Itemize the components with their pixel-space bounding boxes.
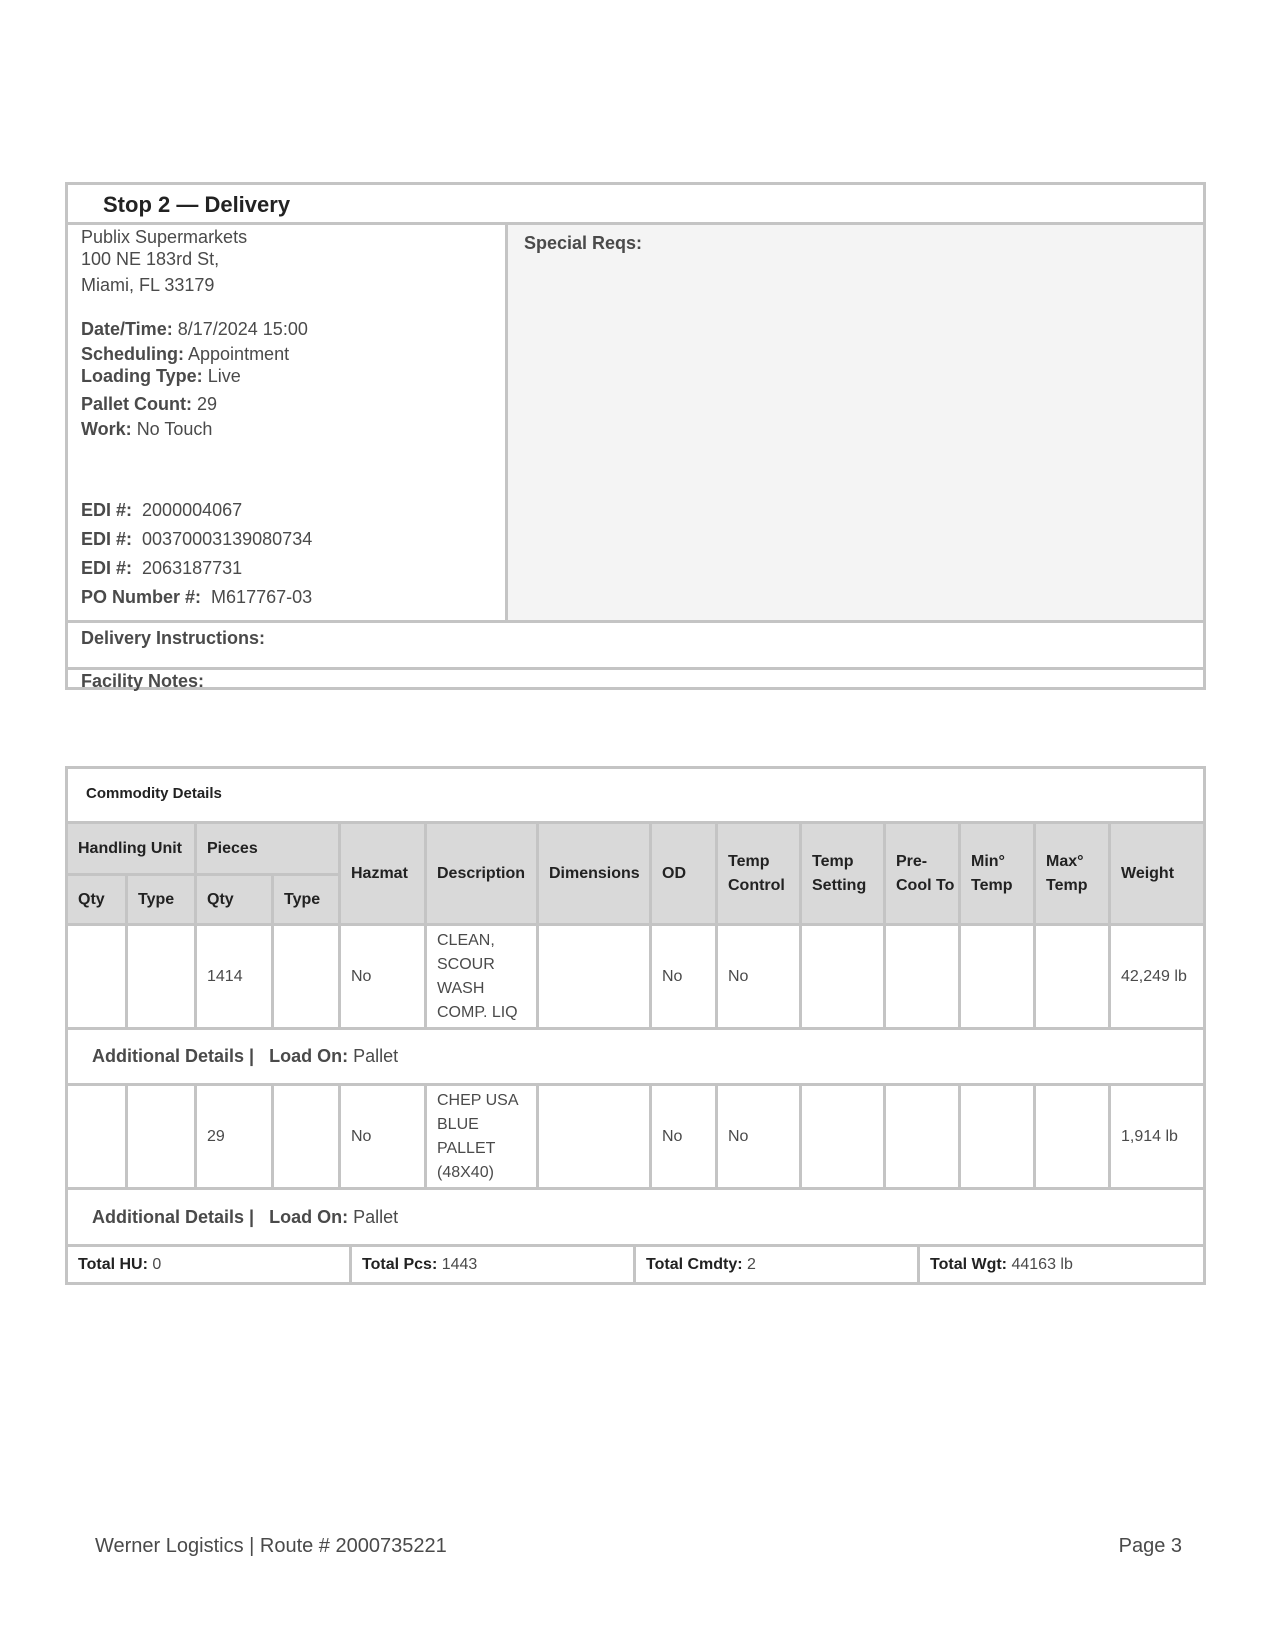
total-wgt-value: 44163 lb bbox=[1011, 1255, 1073, 1273]
address-line-2: Miami, FL 33179 bbox=[81, 275, 215, 295]
edi-row bbox=[81, 558, 242, 579]
loading-type-label: Loading Type: bbox=[81, 366, 203, 386]
dimensions-cell bbox=[539, 926, 652, 1030]
pallet-count-label: Pallet Count: bbox=[81, 394, 192, 414]
total-hu-label: Total HU: bbox=[78, 1255, 148, 1273]
work-value: No Touch bbox=[136, 419, 213, 439]
special-reqs-panel bbox=[508, 225, 1203, 620]
hazmat-cell: No bbox=[341, 926, 427, 1030]
additional-details-row bbox=[68, 1030, 1203, 1086]
total-cmdty bbox=[636, 1247, 920, 1282]
weight-header: Weight bbox=[1111, 824, 1203, 926]
pcs-type-header: Type bbox=[274, 876, 341, 926]
temp-setting-cell bbox=[802, 926, 886, 1030]
additional-details-row bbox=[68, 1190, 1203, 1247]
weight-cell: 1,914 lb bbox=[1111, 1086, 1203, 1190]
edi-label: EDI #: bbox=[81, 500, 133, 520]
work-row bbox=[81, 419, 212, 440]
pcs-type-cell bbox=[274, 926, 341, 1030]
total-cmdty-value: 2 bbox=[747, 1255, 756, 1273]
hu-qty-cell bbox=[68, 1086, 128, 1190]
total-pcs bbox=[352, 1247, 636, 1282]
stop-title: Stop 2 — Delivery bbox=[68, 185, 1203, 225]
max-temp-cell bbox=[1036, 1086, 1111, 1190]
description-header: Description bbox=[427, 824, 539, 926]
scheduling-value: Appointment bbox=[188, 344, 290, 364]
po-number-row bbox=[81, 587, 312, 608]
address-line-1: 100 NE 183rd St, bbox=[81, 249, 220, 269]
load-on-value: Pallet bbox=[353, 1046, 399, 1066]
edi-value: 00370003139080734 bbox=[142, 529, 313, 549]
edi-row bbox=[81, 500, 242, 521]
facility-notes-label: Facility Notes: bbox=[68, 667, 1203, 690]
hu-type-cell bbox=[128, 926, 197, 1030]
temp-setting-header: Temp Setting bbox=[802, 824, 886, 926]
pieces-header: Pieces bbox=[197, 824, 341, 876]
load-on-label: Load On: bbox=[269, 1206, 349, 1227]
hu-type-header: Type bbox=[128, 876, 197, 926]
temp-setting-cell bbox=[802, 1086, 886, 1190]
temp-control-cell: No bbox=[718, 1086, 802, 1190]
max-temp-header: Max° Temp bbox=[1036, 824, 1111, 926]
handling-unit-header: Handling Unit bbox=[68, 824, 197, 876]
load-on-label: Load On: bbox=[269, 1046, 349, 1066]
datetime-row bbox=[81, 319, 308, 340]
min-temp-cell bbox=[961, 926, 1036, 1030]
dimensions-cell bbox=[539, 1086, 652, 1190]
total-hu bbox=[68, 1247, 352, 1282]
hazmat-header: Hazmat bbox=[341, 824, 427, 926]
total-cmdty-label: Total Cmdty: bbox=[646, 1255, 743, 1273]
load-on-value: Pallet bbox=[353, 1206, 399, 1227]
total-wgt-label: Total Wgt: bbox=[930, 1255, 1008, 1273]
po-number-value: M617767-03 bbox=[211, 587, 313, 607]
pcs-qty-cell: 29 bbox=[197, 1086, 274, 1190]
hazmat-cell: No bbox=[341, 1086, 427, 1190]
od-cell: No bbox=[652, 926, 718, 1030]
description-cell: CHEP USA BLUE PALLET (48X40) bbox=[427, 1086, 539, 1190]
delivery-instructions-label: Delivery Instructions: bbox=[68, 620, 1203, 667]
facility-name: Publix Supermarkets bbox=[81, 227, 248, 247]
max-temp-cell bbox=[1036, 926, 1111, 1030]
min-temp-header: Min° Temp bbox=[961, 824, 1036, 926]
footer-page-number: Page 3 bbox=[1118, 1535, 1182, 1557]
commodity-details-table bbox=[65, 766, 1206, 1285]
edi-value: 2063187731 bbox=[142, 558, 243, 578]
additional-details-label: Additional Details | bbox=[92, 1046, 255, 1066]
work-label: Work: bbox=[81, 419, 132, 439]
pre-cool-header: Pre-Cool To bbox=[886, 824, 961, 926]
total-wgt bbox=[920, 1247, 1203, 1282]
stop-info-panel bbox=[68, 225, 508, 620]
hu-type-cell bbox=[128, 1086, 197, 1190]
total-pcs-value: 1443 bbox=[441, 1255, 478, 1273]
description-cell: CLEAN, SCOUR WASH COMP. LIQ bbox=[427, 926, 539, 1030]
pallet-count-value: 29 bbox=[197, 394, 218, 414]
additional-details-label: Additional Details | bbox=[92, 1206, 255, 1227]
edi-label: EDI #: bbox=[81, 558, 133, 578]
weight-cell: 42,249 lb bbox=[1111, 926, 1203, 1030]
loading-type-row bbox=[81, 366, 241, 387]
min-temp-cell bbox=[961, 1086, 1036, 1190]
stop-card bbox=[65, 182, 1206, 690]
pcs-type-cell bbox=[274, 1086, 341, 1190]
scheduling-label: Scheduling: bbox=[81, 344, 184, 364]
temp-control-cell: No bbox=[718, 926, 802, 1030]
footer-route: Werner Logistics | Route # 2000735221 bbox=[95, 1535, 447, 1557]
edi-row bbox=[81, 529, 312, 550]
od-header: OD bbox=[652, 824, 718, 926]
pallet-count-row bbox=[81, 394, 217, 415]
datetime-label: Date/Time: bbox=[81, 319, 173, 339]
hu-qty-header: Qty bbox=[68, 876, 128, 926]
datetime-value: 8/17/2024 15:00 bbox=[177, 319, 308, 339]
commodity-details-title: Commodity Details bbox=[68, 769, 1203, 824]
special-reqs-label: Special Reqs: bbox=[524, 233, 643, 253]
temp-control-header: Temp Control bbox=[718, 824, 802, 926]
pre-cool-cell bbox=[886, 926, 961, 1030]
pcs-qty-cell: 1414 bbox=[197, 926, 274, 1030]
dimensions-header: Dimensions bbox=[539, 824, 652, 926]
pcs-qty-header: Qty bbox=[197, 876, 274, 926]
od-cell: No bbox=[652, 1086, 718, 1190]
edi-label: EDI #: bbox=[81, 529, 133, 549]
loading-type-value: Live bbox=[207, 366, 241, 386]
hu-qty-cell bbox=[68, 926, 128, 1030]
total-pcs-label: Total Pcs: bbox=[362, 1255, 438, 1273]
edi-value: 2000004067 bbox=[142, 500, 243, 520]
scheduling-row bbox=[81, 344, 289, 365]
total-hu-value: 0 bbox=[152, 1255, 162, 1273]
po-number-label: PO Number #: bbox=[81, 587, 202, 607]
pre-cool-cell bbox=[886, 1086, 961, 1190]
